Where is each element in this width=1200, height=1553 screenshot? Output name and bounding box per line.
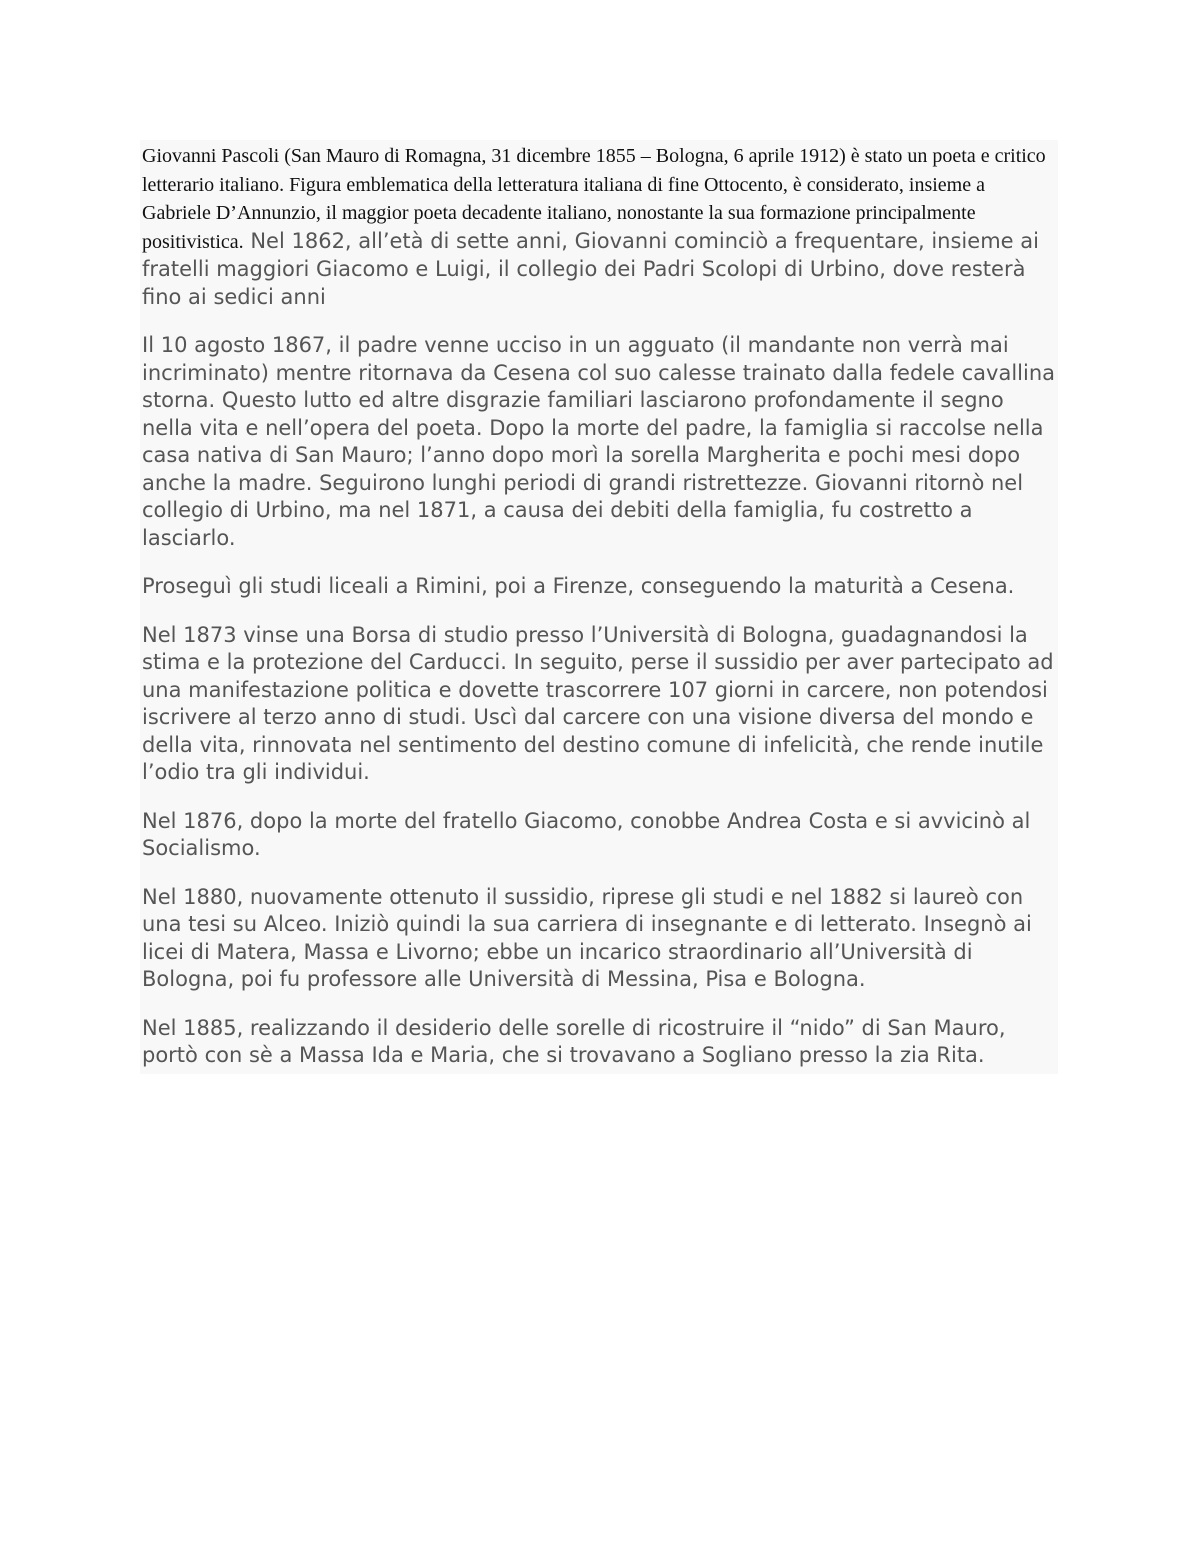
paragraph-1876: Nel 1876, dopo la morte del fratello Giacomo, conobbe Andrea Costa e si avvicinò al Socialismo. (142, 808, 1031, 860)
intro-serif-text: Giovanni Pascoli (San Mauro di Romagna, 31 dicembre 1855 – Bologna, 6 aprile 1912) è stato un poeta e critico letterario italiano. Figura emblematica della letteratura italiana di fine Ottocento, è considerato, insieme a Gabriele D’Annunzio, il maggior poeta decadente italiano, nonostante la sua formazione principalmente positivistica. (142, 145, 1046, 253)
document-body (140, 140, 1058, 1074)
paragraph-1867: Il 10 agosto 1867, il padre venne ucciso in un agguato (il mandante non verrà mai incriminato) mentre ritornava da Cesena col suo calesse trainato dalla fedele cavallina storna. Questo lutto ed altre disgrazie familiari lasciarono profondamente il segno nella vita e nell’opera del poeta. Dopo la morte del padre, la famiglia si raccolse nella casa nativa di San Mauro; l’anno dopo morì la sorella Margherita e pochi mesi dopo anche la madre. Seguirono lunghi periodi di grandi ristrettezze. Giovanni ritornò nel collegio di Urbino, ma nel 1871, a causa dei debiti della famiglia, fu costretto a lasciarlo. (142, 333, 1056, 550)
paragraph-licei: Proseguì gli studi liceali a Rimini, poi a Firenze, conseguendo la maturità a Cesena. (142, 574, 1015, 598)
intro-paragraph (142, 142, 1056, 311)
paragraph-1885: Nel 1885, realizzando il desiderio delle sorelle di ricostruire il “nido” di San Mauro, portò con sè a Massa Ida e Maria, che si trovavano a Sogliano presso la zia Rita. (142, 1015, 1006, 1067)
paragraph-1880: Nel 1880, nuovamente ottenuto il sussidio, riprese gli studi e nel 1882 si laureò con una tesi su Alceo. Iniziò quindi la sua carriera di insegnante e di letterato. Insegnò ai licei di Matera, Massa e Livorno; ebbe un incarico straordinario all’Università di Bologna, poi fu professore alle Università di Messina, Pisa e Bologna. (142, 884, 1032, 991)
intro-sans-text: Nel 1862, all’età di sette anni, Giovanni cominciò a frequentare, insieme ai fratelli maggiori Giacomo e Luigi, il collegio dei Padri Scolopi di Urbino, dove resterà fino ai sedici anni (142, 228, 1039, 309)
paragraph-1873: Nel 1873 vinse una Borsa di studio presso l’Università di Bologna, guadagnandosi la stima e la protezione del Carducci. In seguito, perse il sussidio per aver partecipato ad una manifestazione politica e dovette trascorrere 107 giorni in carcere, non potendosi iscrivere al terzo anno di studi. Uscì dal carcere con una visione diversa del mondo e della vita, rinnovata nel sentimento del destino comune di infelicità, che rende inutile l’odio tra gli individui. (142, 622, 1054, 784)
